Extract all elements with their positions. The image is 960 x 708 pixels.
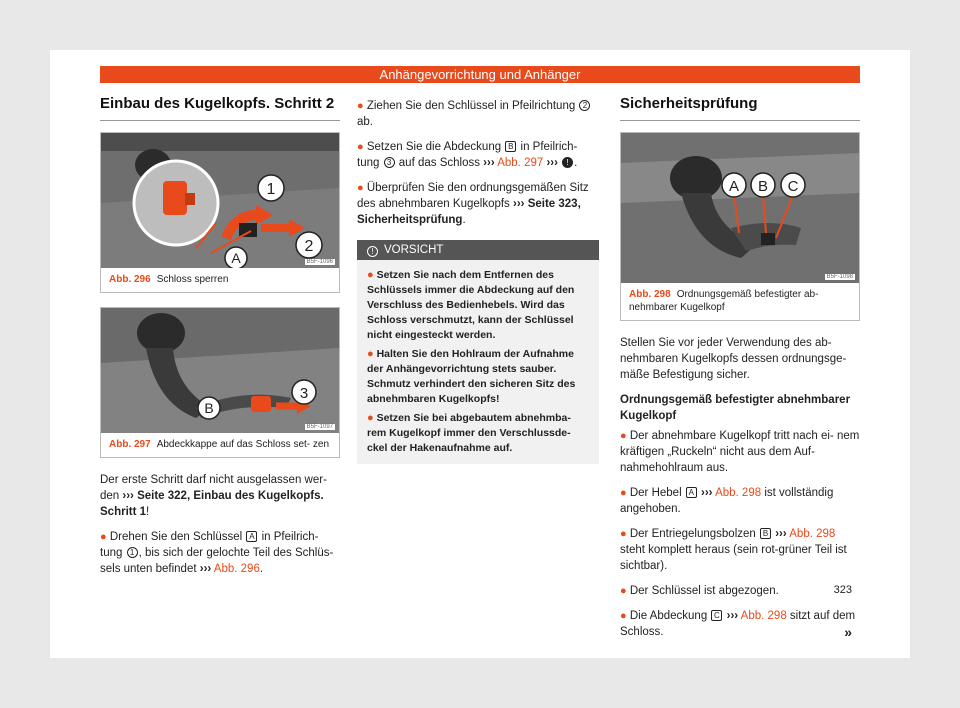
figure-number: Abb. 296 (109, 274, 151, 285)
text: . (574, 157, 578, 169)
text: Der Hebel (626, 487, 685, 499)
check-bullet (620, 526, 860, 574)
figure-link[interactable]: Abb. 298 (786, 528, 836, 540)
figure-link[interactable]: Abb. 298 (738, 610, 787, 622)
text: Ziehen Sie den Schlüssel in Pfeilrichtung (363, 100, 579, 112)
figure-code: B5F-1096 (306, 259, 333, 265)
check-bullet (620, 428, 860, 476)
chapter-header: Anhängevorrichtung und Anhänger (100, 66, 860, 83)
figure-297 (100, 307, 340, 458)
check-bullet (620, 485, 860, 517)
text: Setzen Sie nach dem Entfernen des Schlüssels immer die Abdeckung auf den Verschluss des Bedienhebels. Wird das Schloss verschmutzt, kann der Schlüssel nicht eingesteckt werden. (367, 269, 575, 341)
section-title: Sicherheitsprüfung (620, 95, 860, 121)
bullet-icon: ● (620, 610, 627, 622)
bullet-icon: ● (367, 269, 374, 281)
link-arrows: ››› (697, 487, 713, 499)
text: . (462, 214, 466, 226)
check-bullet (620, 583, 860, 599)
label-B: B (204, 400, 214, 416)
text: Der Entriegelungsbolzen (626, 528, 759, 540)
label-badge: C (711, 610, 722, 621)
text: auf das Schloss (395, 157, 484, 169)
caption-text: Abdeckkappe auf das Schloss set- zen (156, 439, 330, 450)
text: Überprüfen Sie den ordnungsgemäßen Sitz des abnehmbaren Kugelkopfs (357, 182, 589, 210)
figure-298-image (621, 133, 859, 283)
caution-item (367, 268, 589, 343)
column-1 (100, 95, 340, 577)
caution-body (357, 260, 599, 464)
figure-298-caption (621, 283, 859, 320)
figure-296-caption (101, 268, 339, 292)
bullet-icon: ● (357, 100, 364, 112)
label-C: C (787, 178, 799, 195)
bullet-icon: ● (620, 430, 627, 442)
text: Setzen Sie die Abdeckung (363, 141, 505, 153)
page-reference-link[interactable]: Seite 322, Einbau des Kugelkopfs. Schritt 1 (100, 490, 324, 518)
link-arrows: ››› (483, 157, 495, 169)
page-number: 323 (833, 584, 852, 596)
link-arrows: ››› (513, 198, 525, 210)
column-2 (357, 98, 599, 464)
label-A: A (231, 250, 241, 266)
figure-297-caption (101, 433, 339, 457)
link-arrows: ››› (772, 528, 787, 540)
bullet-icon: ● (367, 412, 374, 424)
figure-link[interactable]: Abb. 298 (712, 487, 762, 499)
info-circle-icon: ! (367, 246, 378, 257)
manual-page (50, 50, 910, 658)
link-arrows: ››› (122, 490, 134, 502)
text: Halten Sie den Hohlraum der Aufnahme der Anhängevorrichtung stets sauber. Schmutz verhindert den sicheren Sitz des abnehmbaren Kugelkopfs! (367, 348, 576, 405)
figure-296-image (101, 133, 339, 268)
caution-title: VORSICHT (384, 244, 444, 256)
text: in Pfeilrich- tung (100, 531, 319, 559)
tow-hitch-lock-illustration (101, 133, 339, 268)
figure-298 (620, 132, 860, 321)
tow-hitch-cover-illustration (101, 308, 339, 433)
label-badge: 3 (384, 157, 395, 168)
text: , bis sich der gelochte Teil des Schlüs- sels unten befindet (100, 547, 334, 575)
caution-item (367, 411, 589, 456)
text: . (259, 563, 264, 575)
caption-text: Ordnungsgemäß befestigter ab- nehmbarer Kugelkopf (629, 289, 819, 313)
text: sitzt auf dem Schloss. (620, 610, 856, 638)
step-bullet (357, 180, 599, 228)
text: Der Schlüssel ist abgezogen. (626, 585, 779, 597)
caption-text: Schloss sperren (156, 274, 229, 285)
column-3 (620, 95, 860, 640)
label-badge: B (505, 141, 516, 152)
text: ! (146, 506, 150, 518)
label-badge: 2 (579, 100, 590, 111)
figure-297-image (101, 308, 339, 433)
bullet-icon: ● (620, 585, 627, 597)
check-bullet (620, 608, 860, 640)
bullet-icon: ● (357, 141, 364, 153)
link-arrows: ››› (723, 610, 739, 622)
label-1: 1 (266, 181, 276, 198)
link-arrows: ››› (199, 563, 212, 575)
figure-link[interactable]: Abb. 296 (211, 563, 260, 575)
tow-hitch-check-illustration (621, 133, 859, 283)
text: Drehen Sie den Schlüssel (106, 531, 246, 543)
section-title: Einbau des Kugelkopfs. Schritt 2 (100, 95, 340, 121)
bullet-icon: ● (367, 348, 374, 360)
figure-number: Abb. 298 (629, 289, 671, 300)
figure-number: Abb. 297 (109, 439, 151, 450)
text: in Pfeilrich- tung (357, 141, 578, 169)
label-B: B (757, 178, 769, 195)
text: Die Abdeckung (626, 610, 711, 622)
text: Der abnehmbare Kugelkopf tritt nach ei- nem kräftigen „Ruckeln“ nicht aus dem Auf- nahmehohlraum aus. (620, 430, 860, 474)
label-A: A (728, 178, 740, 195)
text: Setzen Sie bei abgebautem abnehmba- rem Kugelkopf immer den Verschlussde- ckel der Hakenaufnahme auf. (367, 412, 571, 454)
label-3: 3 (299, 385, 309, 402)
page-reference-link[interactable]: Seite 323, Sicherheitsprüfung (357, 198, 581, 226)
subheading: Ordnungsgemäß befestigter abnehmbarer Kugelkopf (620, 394, 851, 422)
paragraph-intro (100, 472, 340, 520)
label-badge: A (686, 487, 697, 498)
bullet-icon: ● (100, 531, 107, 543)
continue-marker: » (844, 624, 852, 640)
text: steht komplett heraus (sein rot-grüner Teil ist sichtbar). (620, 544, 847, 572)
figure-code: B5F-1098 (826, 274, 853, 280)
caution-item (367, 347, 589, 407)
step-bullet (100, 529, 340, 577)
caution-box (357, 240, 599, 464)
figure-296 (100, 132, 340, 293)
warning-icon[interactable]: ! (562, 157, 573, 168)
caution-header (357, 240, 599, 260)
figure-code: B5F-1097 (306, 424, 333, 430)
text: ist vollständig angehoben. (620, 487, 834, 515)
label-2: 2 (304, 238, 314, 255)
bullet-icon: ● (620, 528, 627, 540)
label-badge: 1 (127, 547, 138, 558)
step-bullet (357, 139, 599, 171)
bullet-icon: ● (620, 487, 627, 499)
text: Der erste Schritt darf nicht ausgelassen wer- den (100, 474, 327, 502)
label-badge: B (760, 528, 771, 539)
text: ab. (357, 116, 373, 128)
label-badge: A (246, 531, 257, 542)
link-arrows: ››› (543, 157, 562, 169)
paragraph-intro: Stellen Sie vor jeder Verwendung des ab- nehmbaren Kugelkopfs dessen ordnungsge- mäße Befestigung sicher. (620, 337, 847, 381)
figure-link[interactable]: Abb. 297 (494, 157, 544, 169)
bullet-icon: ● (357, 182, 364, 194)
step-bullet (357, 98, 599, 130)
